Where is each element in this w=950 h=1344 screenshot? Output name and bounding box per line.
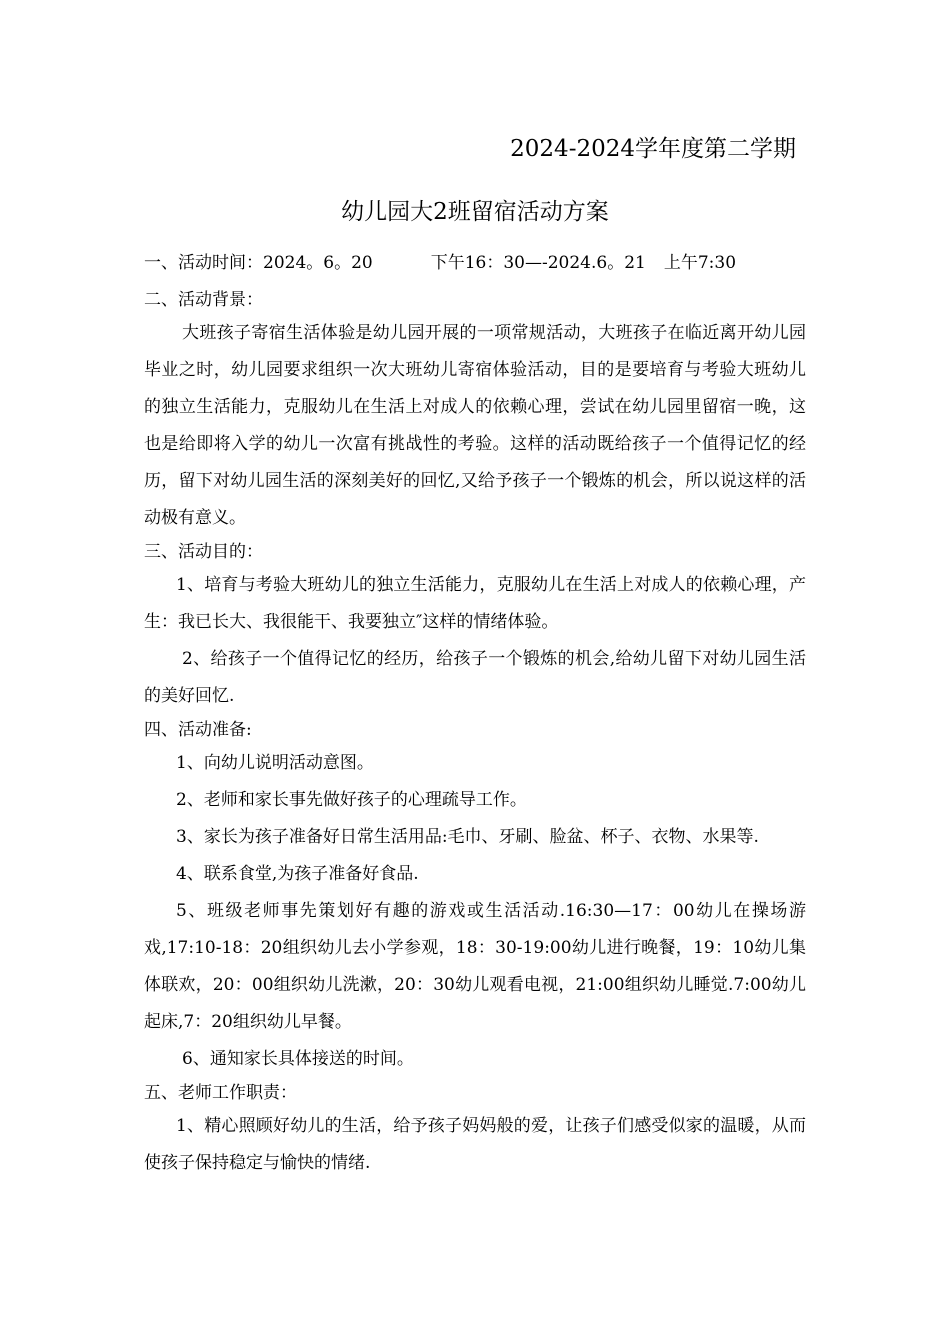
term-heading: 2024-2024学年度第二学期 xyxy=(510,136,796,162)
purpose-item-2: 2、给孩子一个值得记忆的经历，给孩子一个锻炼的机会,给幼儿留下对幼儿园生活的美好回忆. xyxy=(144,649,806,706)
section-heading-background: 二、活动背景： xyxy=(144,290,263,310)
background-paragraph: 大班孩子寄宿生活体验是幼儿园开展的一项常规活动，大班孩子在临近离开幼儿园毕业之时，幼儿园要求组织一次大班幼儿寄宿体验活动，目的是要培育与考验大班幼儿的独立生活能力，克服幼儿在生活上对成人的依赖心理，尝试在幼儿园里留宿一晚，这也是给即将入学的幼儿一次富有挑战性的考验。这样的活动既给孩子一个值得记忆的经历，留下对幼儿园生活的深刻美好的回忆,又给予孩子一个锻炼的机会，所以说这样的活动极有意义。 xyxy=(144,323,806,528)
purpose-item-1: 1、培育与考验大班幼儿的独立生活能力，克服幼儿在生活上对成人的依赖心理，产生：我已长大、我很能干、我要独立″这样的情绪体验。 xyxy=(144,575,806,632)
preparation-item-6: 6、通知家长具体接送的时间。 xyxy=(182,1049,414,1069)
document-body xyxy=(144,248,806,1182)
section-heading-purpose: 三、活动目的： xyxy=(144,542,263,562)
teacher-duty-item-1: 1、精心照顾好幼儿的生活，给予孩子妈妈般的爱，让孩子们感受似家的温暖，从而使孩子保持稳定与愉快的情绪. xyxy=(144,1116,806,1173)
activity-time-label: 一、活动时间： xyxy=(144,253,263,273)
activity-time-end: 上午7:30 xyxy=(663,253,737,273)
preparation-item-2: 2、老师和家长事先做好孩子的心理疏导工作。 xyxy=(176,790,527,810)
activity-time-date: 2024。6。20 xyxy=(263,253,373,273)
preparation-item-5: 5、班级老师事先策划好有趣的游戏或生活活动.16:30—17：00幼儿在操场游戏,17:10-18：20组织幼儿去小学参观，18：30-19:00幼儿进行晚餐，19：10幼儿集体联欢，20：00组织幼儿洗漱，20：30幼儿观看电视，21:00组织幼儿睡觉.7:00幼儿起床,7：20组织幼儿早餐。 xyxy=(144,901,806,1032)
section-heading-teacher-duties: 五、老师工作职责： xyxy=(144,1083,297,1103)
section-heading-preparation: 四、活动准备: xyxy=(144,720,252,740)
preparation-item-4: 4、联系食堂,为孩子准备好食品. xyxy=(176,864,419,884)
preparation-item-1: 1、向幼儿说明活动意图。 xyxy=(176,753,374,773)
document-title: 幼儿园大2班留宿活动方案 xyxy=(341,199,609,225)
activity-time-line xyxy=(144,248,806,278)
preparation-item-3: 3、家长为孩子准备好日常生活用品:毛巾、牙刷、脸盆、杯子、衣物、水果等. xyxy=(176,827,759,847)
activity-time-start: 下午16：30—-2024.6。21 xyxy=(430,253,646,273)
